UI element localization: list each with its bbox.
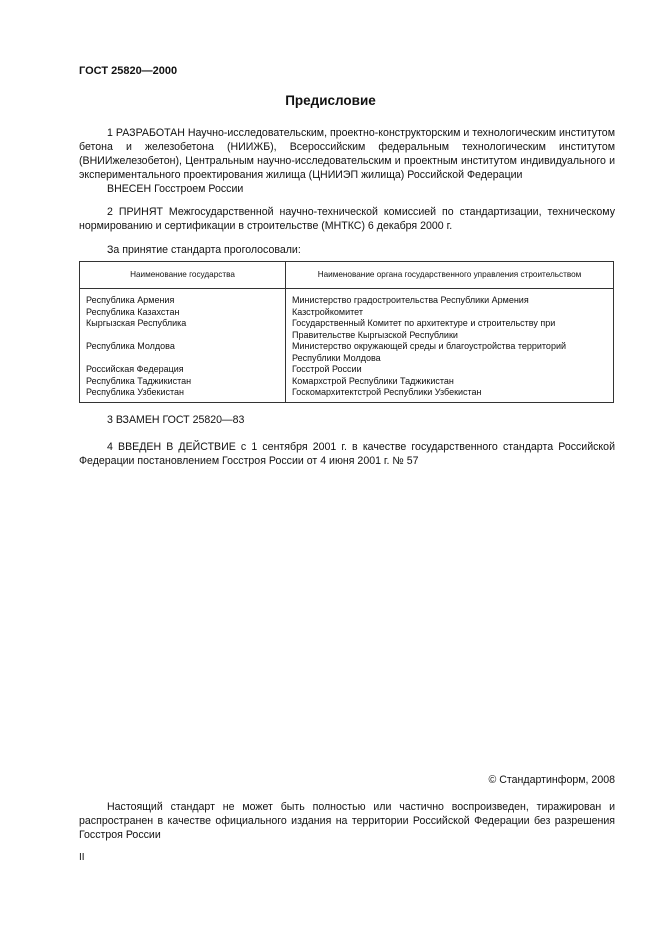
reproduction-notice <box>79 800 615 842</box>
body-cell: Казстройкомитет <box>286 307 614 319</box>
copyright: © Стандартинформ, 2008 <box>488 774 615 786</box>
item-4 <box>79 440 615 468</box>
body-cell: Министерство градостроительства Республики Армения <box>286 289 614 307</box>
table-row <box>80 364 614 376</box>
table-row <box>80 376 614 388</box>
voted-intro <box>79 243 615 257</box>
column-header-state: Наименование государства <box>80 262 286 289</box>
table-row <box>80 341 614 364</box>
item-4-text: 4 ВВЕДЕН В ДЕЙСТВИЕ с 1 сентября 2001 г. в качестве государственного стандарта Российской Федерации постановлением Госстроя России от 4 июня 2001 г. № 57 <box>79 441 615 467</box>
table-header-row <box>80 262 614 289</box>
table-row <box>80 318 614 341</box>
page-number: II <box>79 852 85 863</box>
table-row <box>80 307 614 319</box>
document-code: ГОСТ 25820—2000 <box>79 65 178 77</box>
table-row <box>80 289 614 307</box>
voted-intro-text: За принятие стандарта проголосовали: <box>107 244 301 256</box>
page-title: Предисловие <box>285 93 376 108</box>
table-row <box>80 387 614 402</box>
state-cell: Республика Армения <box>80 289 286 307</box>
state-cell: Республика Узбекистан <box>80 387 286 402</box>
voting-table <box>79 261 614 403</box>
state-cell: Кыргызская Республика <box>80 318 286 341</box>
body-cell: Государственный Комитет по архитектуре и строительству при Правительстве Кыргызской Республики <box>286 318 614 341</box>
column-header-body: Наименование органа государственного управления строительством <box>286 262 614 289</box>
body-cell: Комархстрой Республики Таджикистан <box>286 376 614 388</box>
state-cell: Республика Казахстан <box>80 307 286 319</box>
item-1 <box>79 126 615 196</box>
state-cell: Российская Федерация <box>80 364 286 376</box>
body-cell: Госстрой России <box>286 364 614 376</box>
item-1-text: 1 РАЗРАБОТАН Научно-исследовательским, проектно-конструкторским и технологическим институтом бетона и железобетона (НИИЖБ), Всероссийским федеральным технологическим институтом (ВНИИжелезобетон), Центральным научно-исследовательским и проектным институтом индивидуального и экспериментального проектирования жилища (ЦНИИЭП жилища) Российской Федерации <box>79 127 615 181</box>
item-3 <box>79 413 615 427</box>
state-cell: Республика Молдова <box>80 341 286 364</box>
item-3-text: 3 ВЗАМЕН ГОСТ 25820—83 <box>107 414 245 426</box>
body-cell: Министерство окружающей среды и благоустройства территорий Республики Молдова <box>286 341 614 364</box>
item-2 <box>79 205 615 233</box>
item-1-introduced: ВНЕСЕН Госстроем России <box>107 183 244 195</box>
notice-text: Настоящий стандарт не может быть полностью или частично воспроизведен, тиражирован и распространен в качестве официального издания на территории Российской Федерации без разрешения Госстроя России <box>79 801 615 841</box>
body-cell: Госкомархитектстрой Республики Узбекистан <box>286 387 614 402</box>
item-2-text: 2 ПРИНЯТ Межгосударственной научно-технической комиссией по стандартизации, техническому нормированию и сертификации в строительстве (МНТКС) 6 декабря 2000 г. <box>79 206 615 232</box>
state-cell: Республика Таджикистан <box>80 376 286 388</box>
